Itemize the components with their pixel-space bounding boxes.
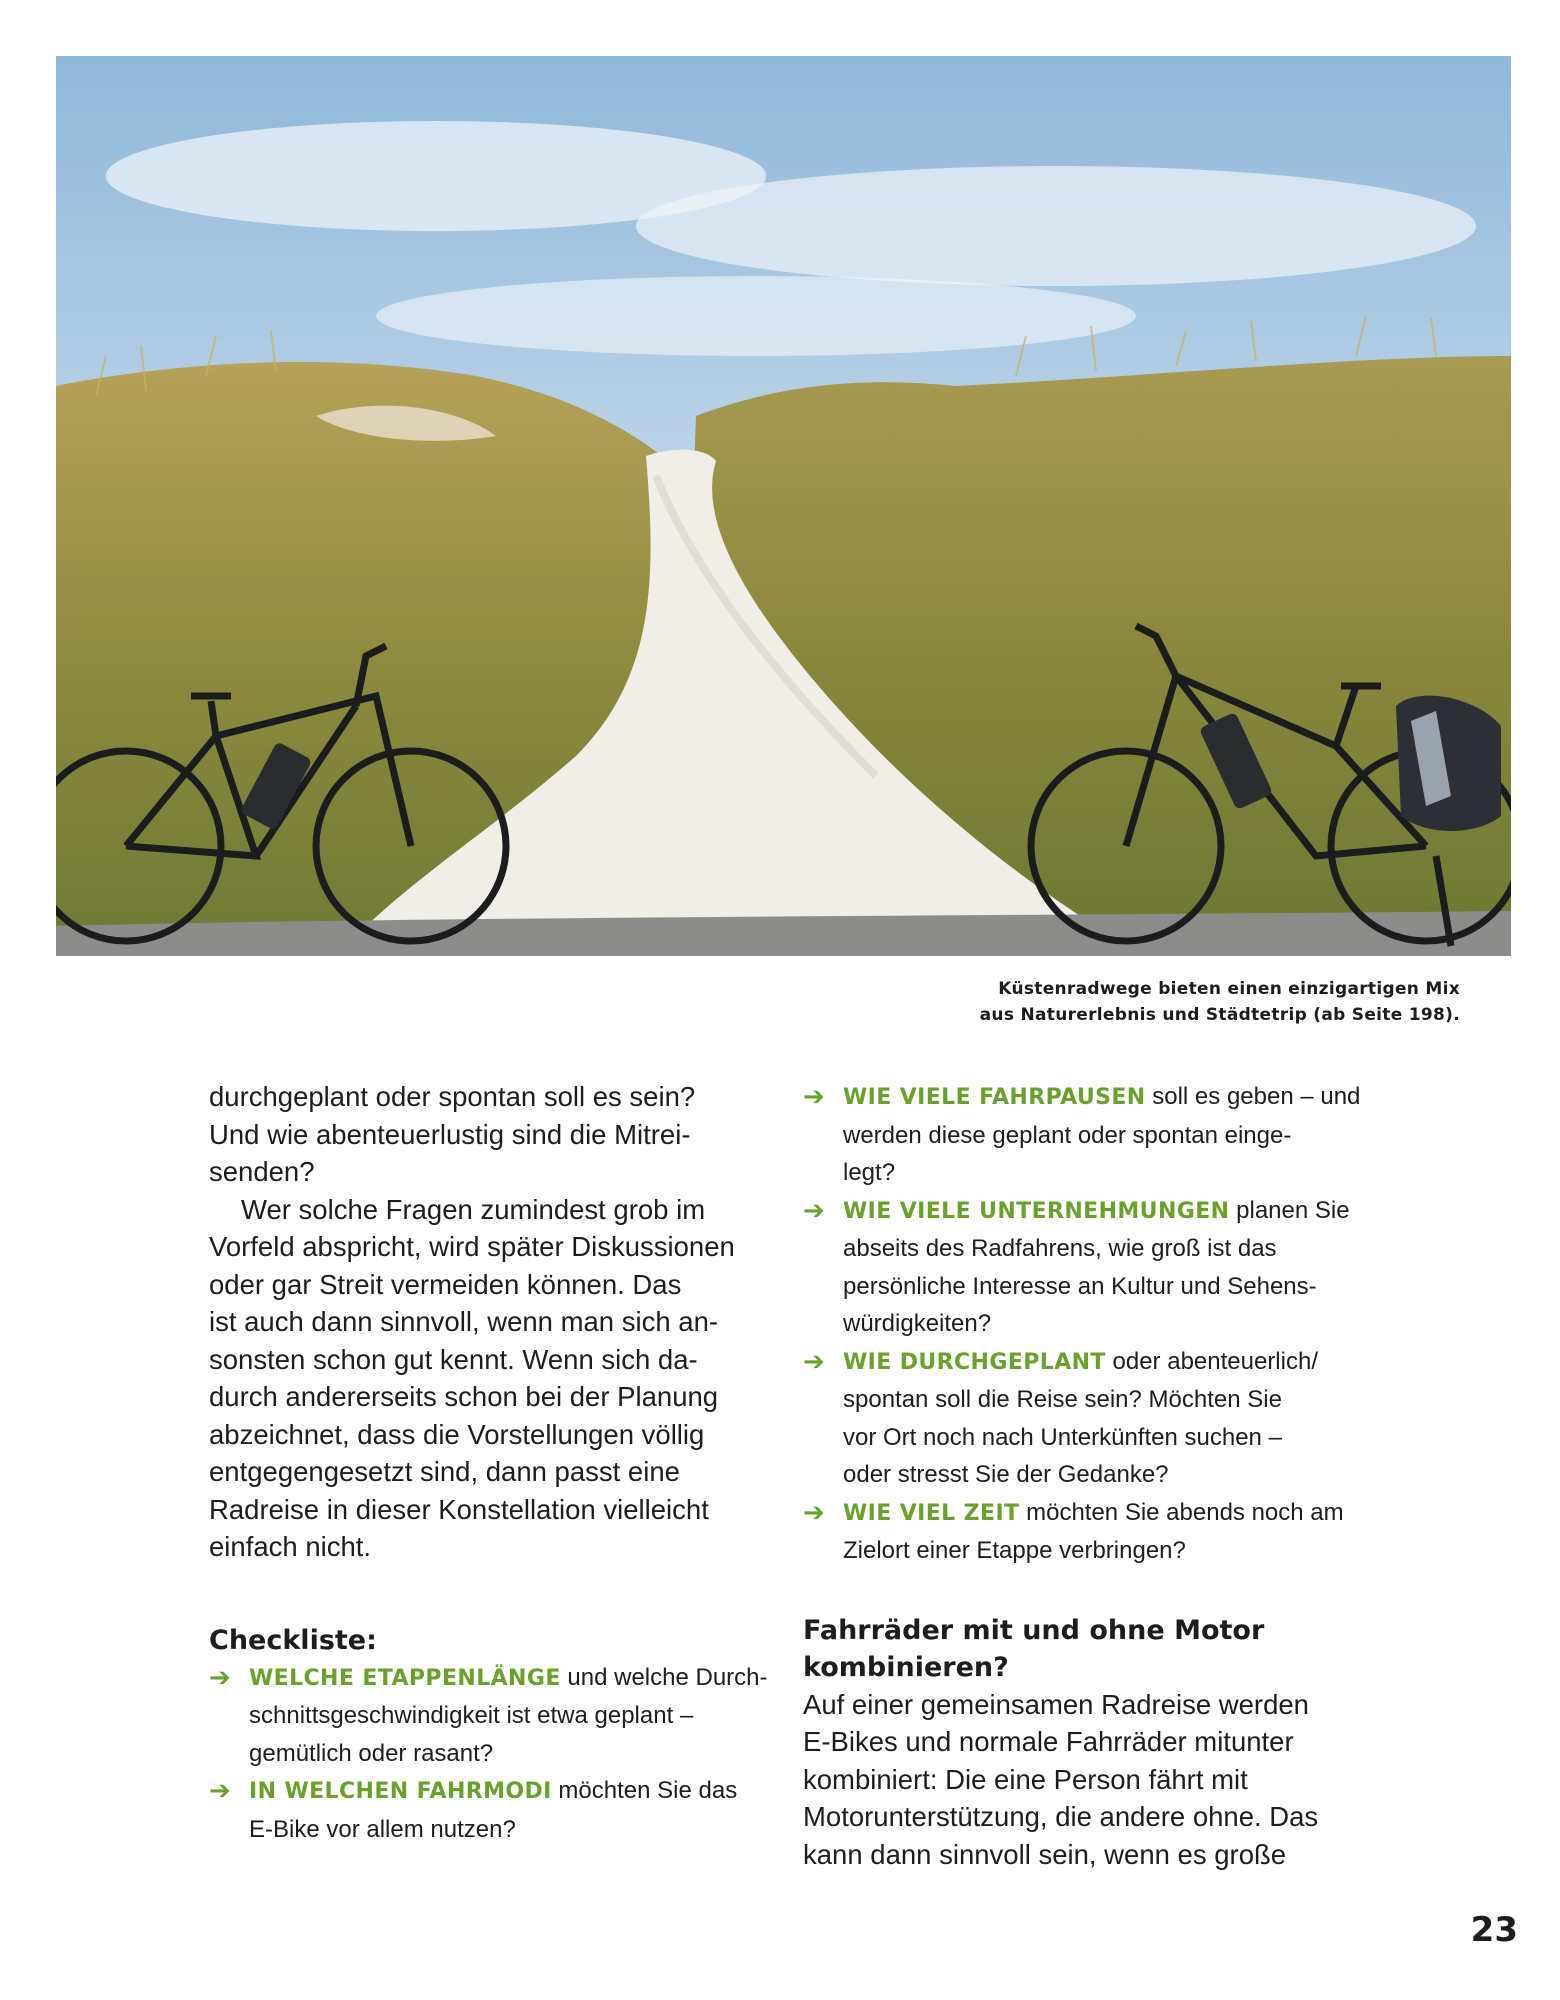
checklist-text: E-Bike vor allem nutzen? — [249, 1815, 516, 1843]
checklist-item — [803, 1343, 1373, 1494]
arrow-icon: ➔ — [209, 1661, 231, 1692]
arrow-icon: ➔ — [803, 1345, 825, 1376]
checklist-text: werden diese geplant oder spontan einge- — [843, 1121, 1292, 1149]
checklist-item — [209, 1659, 769, 1773]
checklist-text: schnittsgeschwindigkeit ist etwa geplant – — [249, 1702, 694, 1729]
text-line: durchgeplant oder spontan soll es sein? — [209, 1081, 696, 1112]
text-line: Und wie abenteuerlustig sind die Mitrei- — [209, 1118, 691, 1150]
checklist-text: möchten Sie das — [551, 1777, 738, 1804]
checklist-text: spontan soll die Reise sein? Möchten Sie — [843, 1386, 1282, 1413]
checklist-right — [803, 1078, 1373, 1570]
arrow-icon: ➔ — [803, 1496, 825, 1527]
hero-photo — [56, 56, 1511, 956]
text-line: Wer solche Fragen zumindest grob im — [241, 1193, 706, 1225]
checklist-text: oder abenteuerlich/ — [1105, 1347, 1318, 1375]
checklist-text: abseits des Radfahrens, wie groß ist das — [843, 1235, 1277, 1262]
text-line: abzeichnet, dass die Vorstellungen völlig — [209, 1418, 705, 1450]
arrow-icon: ➔ — [803, 1081, 825, 1111]
checklist-text: möchten Sie abends noch am — [1019, 1498, 1344, 1526]
text-line: kann dann sinnvoll sein, wenn es große — [803, 1838, 1287, 1870]
checklist-keyword: IN WELCHEN FAHRMODI — [249, 1779, 552, 1804]
dune-bikes-illustration — [56, 56, 1511, 956]
checklist-text: und welche Durch- — [560, 1663, 768, 1691]
left-column — [209, 1078, 769, 1848]
heading-line: kombinieren? — [803, 1651, 1009, 1683]
checklist-item — [803, 1494, 1373, 1570]
checklist-item — [803, 1192, 1373, 1343]
arrow-icon: ➔ — [803, 1194, 825, 1225]
checklist-keyword: WELCHE ETAPPENLÄNGE — [249, 1665, 561, 1691]
right-column — [803, 1078, 1373, 1873]
heading-line: Fahrräder mit und ohne Motor — [803, 1614, 1265, 1646]
checklist-text: vor Ort noch nach Unterkünften suchen – — [843, 1423, 1282, 1451]
checklist-text: gemütlich oder rasant? — [249, 1739, 494, 1767]
checklist-keyword: WIE VIELE FAHRPAUSEN — [843, 1085, 1146, 1110]
text-line: durch andererseits schon bei der Planung — [209, 1381, 719, 1412]
checklist-text: planen Sie — [1229, 1196, 1350, 1224]
text-line: oder gar Streit vermeiden können. Das — [209, 1268, 682, 1300]
checklist-text: Zielort einer Etappe verbringen? — [843, 1537, 1186, 1564]
photo-caption — [900, 976, 1460, 1028]
body-paragraph — [209, 1191, 769, 1566]
checklist-item — [209, 1772, 769, 1848]
checklist-text: persönliche Interesse an Kultur und Sehens- — [843, 1272, 1317, 1300]
text-line: senden? — [209, 1156, 315, 1187]
text-line: entgegengesetzt sind, dann passt eine — [209, 1456, 680, 1487]
section-heading — [803, 1612, 1373, 1686]
checklist-text: soll es geben – und — [1145, 1083, 1361, 1110]
text-line: ist auch dann sinnvoll, wenn man sich an- — [209, 1306, 719, 1337]
text-line: Radreise in dieser Konstellation vielleicht — [209, 1493, 709, 1525]
checklist-item — [803, 1078, 1373, 1192]
checklist-text: oder stresst Sie der Gedanke? — [843, 1461, 1169, 1488]
text-line: einfach nicht. — [209, 1531, 372, 1562]
caption-line: aus Naturerlebnis und Städtetrip (ab Seite 198). — [979, 1005, 1460, 1025]
section-paragraph — [803, 1686, 1373, 1874]
text-line: sonsten schon gut kennt. Wenn sich da- — [209, 1343, 698, 1375]
checklist-left — [209, 1659, 769, 1849]
text-line: Auf einer gemeinsamen Radreise werden — [803, 1688, 1309, 1720]
checklist-text: würdigkeiten? — [843, 1310, 992, 1337]
arrow-icon: ➔ — [209, 1775, 231, 1805]
text-line: Motorunterstützung, die andere ohne. Das — [803, 1801, 1319, 1832]
checklist-text: legt? — [843, 1159, 896, 1186]
page-number: 23 — [1470, 1910, 1518, 1950]
intro-paragraph — [209, 1078, 769, 1191]
checklist-keyword: WIE VIELE UNTERNEHMUNGEN — [843, 1198, 1230, 1224]
checklist-keyword: WIE VIEL ZEIT — [843, 1500, 1020, 1526]
checklist-keyword: WIE DURCHGEPLANT — [843, 1349, 1106, 1375]
text-line: Vorfeld abspricht, wird später Diskussionen — [209, 1231, 735, 1262]
checklist-heading: Checkliste: — [209, 1624, 377, 1656]
text-line: E-Bikes und normale Fahrräder mitunter — [803, 1726, 1294, 1757]
caption-line: Küstenradwege bieten einen einzigartigen Mix — [998, 979, 1460, 999]
text-line: kombiniert: Die eine Person fährt mit — [803, 1763, 1248, 1795]
